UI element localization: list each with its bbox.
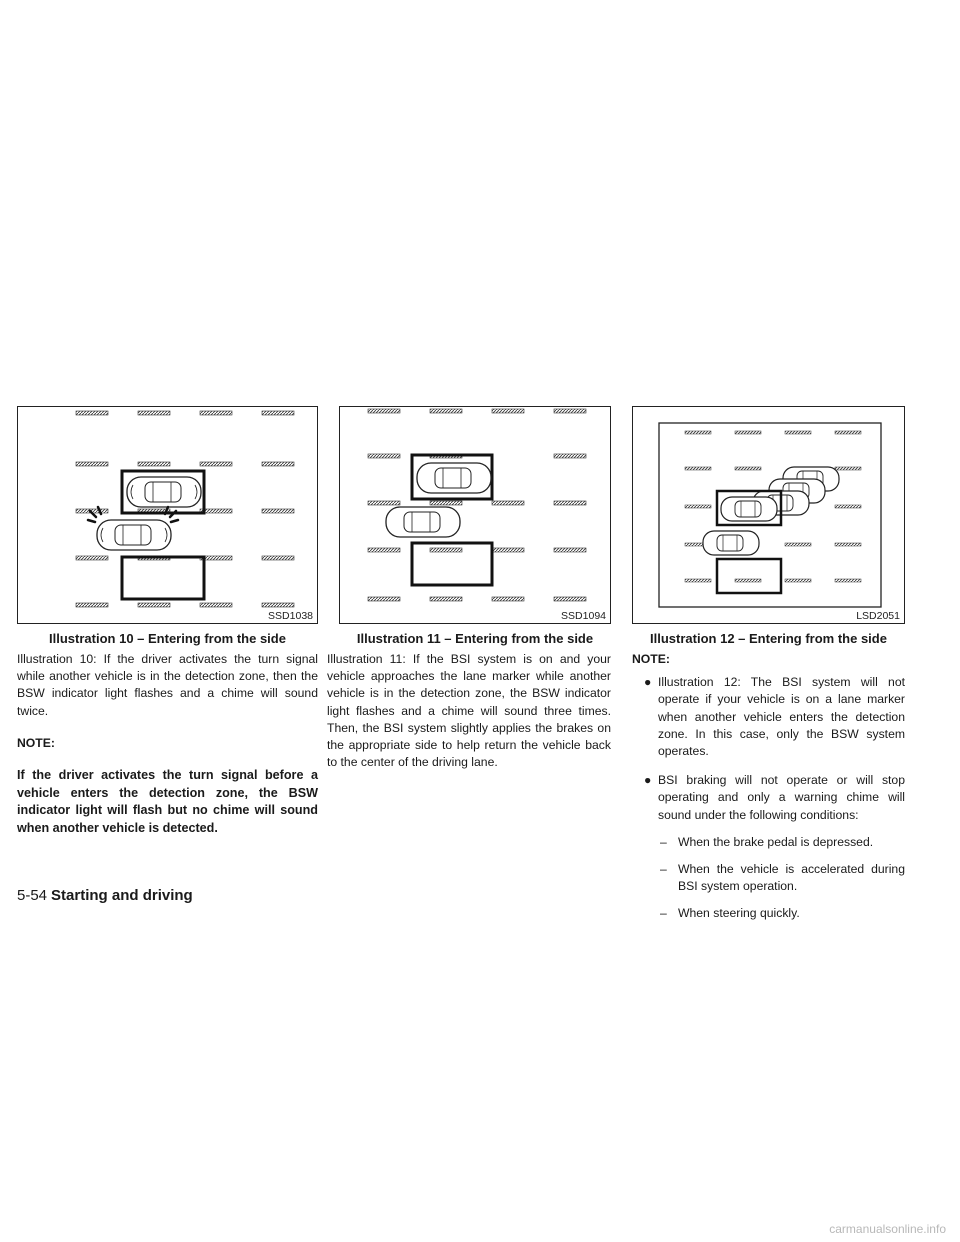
column-3 bbox=[632, 651, 905, 935]
column-1 bbox=[17, 651, 318, 852]
page-footer bbox=[17, 887, 193, 904]
vehicle-in-zone bbox=[417, 463, 491, 493]
lane-markers bbox=[368, 409, 586, 601]
vehicle-in-zone bbox=[127, 477, 201, 507]
list-item bbox=[632, 772, 905, 922]
list-item-text: When the vehicle is accelerated during BSI system operation. bbox=[678, 862, 905, 894]
list-item-text: BSI braking will not operate or will stop operating and only a warning chime will sound under the following conditions: bbox=[658, 773, 905, 822]
illustration-10 bbox=[17, 406, 318, 624]
list-item-text: Illustration 12: The BSI system will not operate if your vehicle is on a lane marker when another vehicle enters the detection zone. In this case, only the BSW system operates. bbox=[658, 675, 905, 759]
figure-code: SSD1094 bbox=[561, 610, 606, 622]
figure-code: LSD2051 bbox=[856, 610, 900, 622]
illustration-11 bbox=[339, 406, 611, 624]
figure-caption: Illustration 12 – Entering from the side bbox=[650, 631, 887, 646]
list-item bbox=[658, 905, 905, 922]
detection-zone-lower bbox=[717, 559, 781, 593]
body-paragraph: Illustration 11: If the BSI system is on and your vehicle approaches the lane marker while another vehicle is in the detection zone, the BSW indicator light flashes and a chime will sound three times. Then, the BSI system slightly applies the brakes on the appropriate side to help return the vehicle back to the center of the driving lane. bbox=[327, 652, 611, 770]
list-item bbox=[658, 861, 905, 895]
page-number: 5-54 bbox=[17, 887, 48, 904]
figure-caption: Illustration 11 – Entering from the side bbox=[356, 631, 594, 646]
watermark: carmanualsonline.info bbox=[829, 1222, 946, 1236]
illustration-11-drawing bbox=[340, 407, 611, 624]
body-paragraph: Illustration 10: If the driver activates the turn signal while another vehicle is in the detection zone, then the BSW indicator light flashes and a chime will sound twice. bbox=[17, 652, 318, 718]
figure-code: SSD1038 bbox=[268, 610, 313, 622]
lane-markers bbox=[76, 411, 294, 607]
column-2 bbox=[327, 651, 611, 786]
list-item bbox=[632, 674, 905, 760]
driver-vehicle bbox=[97, 520, 171, 550]
dash-icon: – bbox=[660, 834, 667, 849]
note-text: If the driver activates the turn signal before a vehicle enters the detection zone, the BSW indicator light will flash but no chime will sound when another vehicle is detected. bbox=[17, 768, 318, 835]
illustration-12 bbox=[632, 406, 905, 624]
driver-vehicle bbox=[386, 507, 460, 537]
bullet-icon: ● bbox=[644, 675, 652, 690]
illustration-12-drawing bbox=[633, 407, 905, 624]
list-item bbox=[658, 834, 905, 851]
list-item-text: When steering quickly. bbox=[678, 906, 800, 921]
note-heading: NOTE: bbox=[17, 735, 55, 750]
section-title: Starting and driving bbox=[51, 887, 193, 904]
note-heading: NOTE: bbox=[632, 652, 670, 666]
illustration-10-drawing bbox=[18, 407, 318, 624]
dash-list bbox=[658, 834, 905, 923]
detection-zone-lower bbox=[122, 557, 204, 599]
dash-icon: – bbox=[660, 906, 667, 921]
bullet-icon: ● bbox=[644, 773, 652, 788]
vehicle-in-zone bbox=[721, 497, 777, 521]
list-item-text: When the brake pedal is depressed. bbox=[678, 834, 874, 849]
driver-vehicle bbox=[703, 531, 759, 555]
figure-caption: Illustration 10 – Entering from the side bbox=[49, 631, 286, 646]
dash-icon: – bbox=[660, 862, 667, 877]
bullet-list bbox=[632, 674, 905, 922]
